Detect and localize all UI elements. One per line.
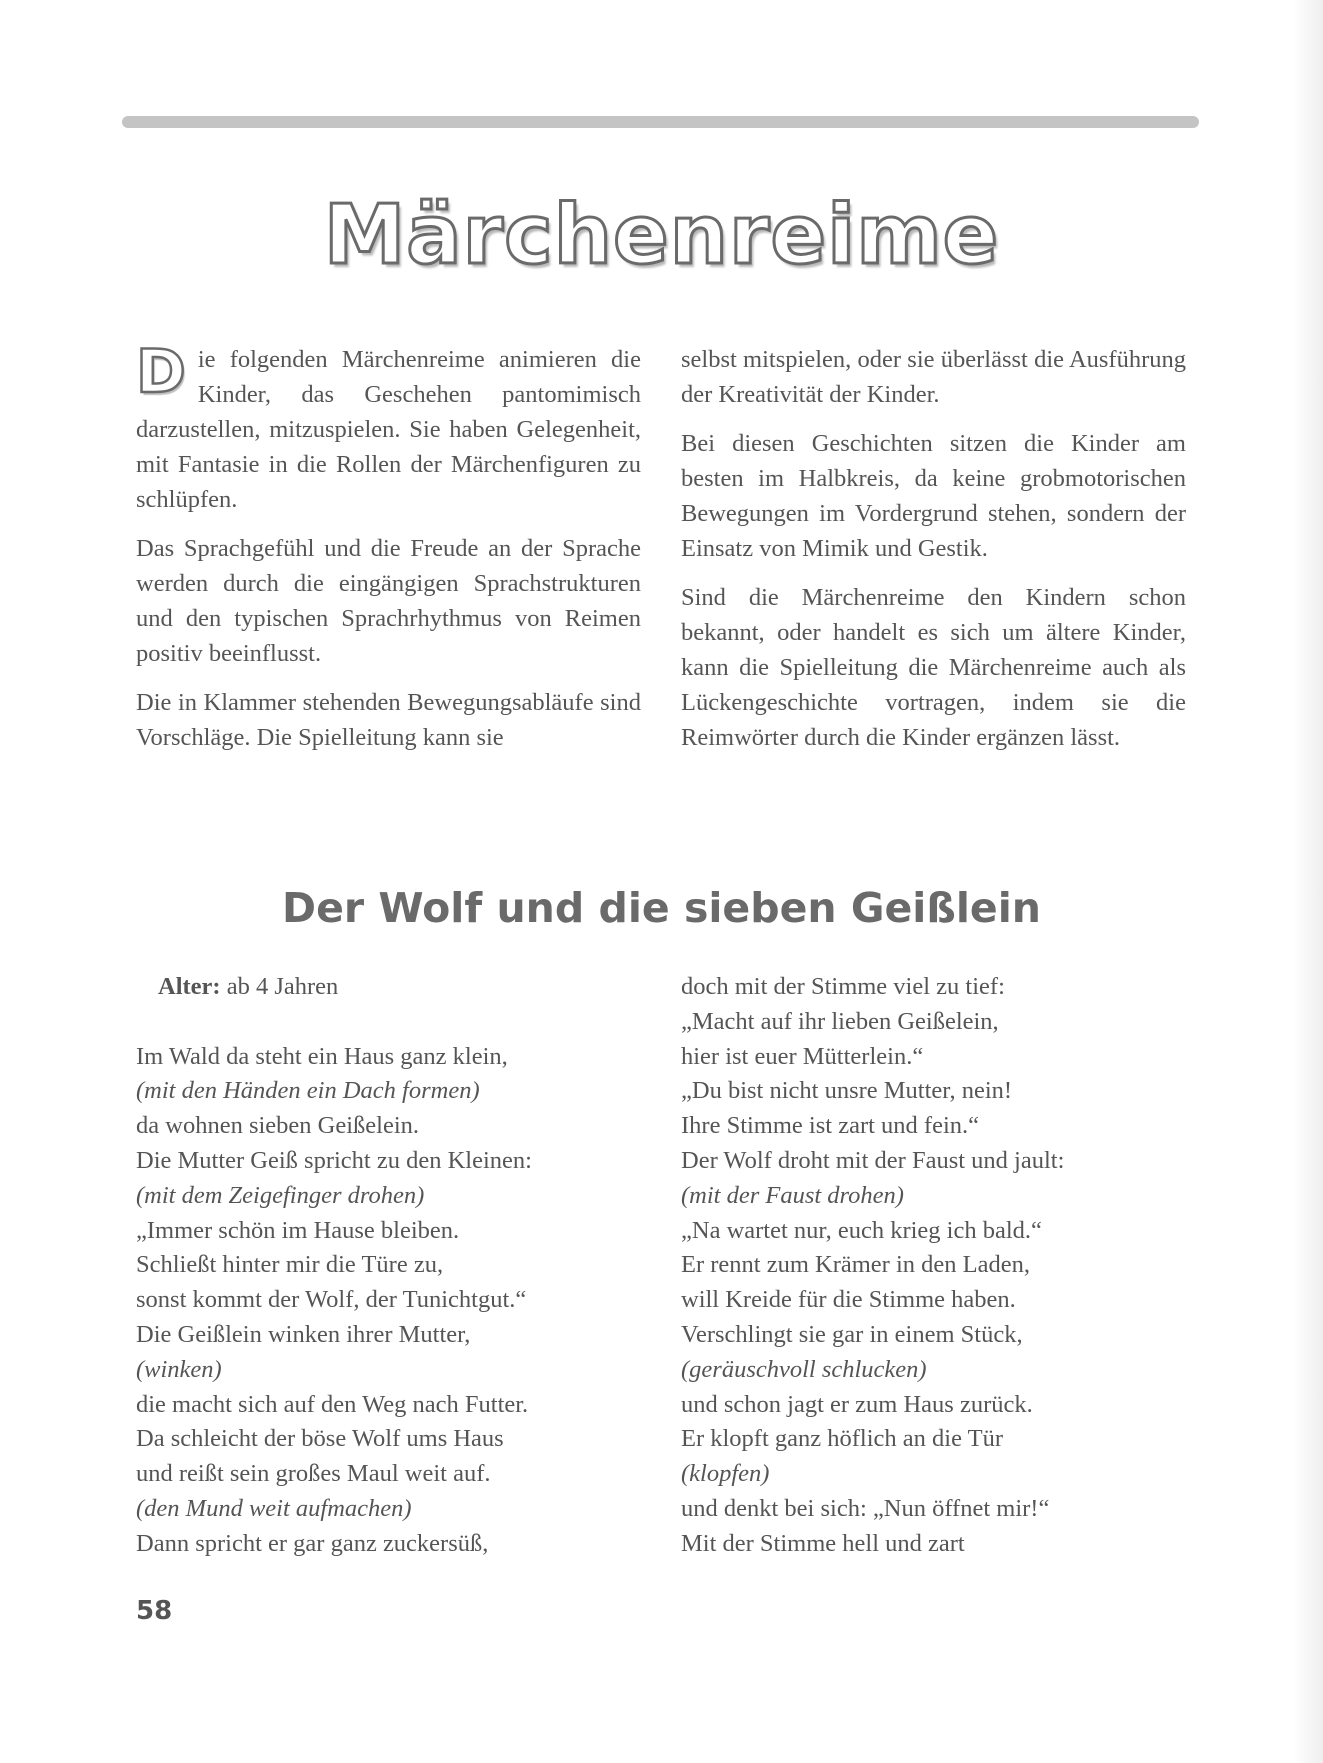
poem-line: da wohnen sieben Geißelein. [136, 1112, 420, 1140]
poem-line: hier ist euer Mütterlein.“ [681, 1042, 924, 1070]
stage-direction: (geräuschvoll schlucken) [681, 1355, 927, 1383]
poem-right-column [681, 970, 1221, 1562]
age-label: Alter: [158, 973, 221, 1000]
poem-line: Er klopft ganz höflich an die Tür [681, 1425, 1004, 1453]
intro-paragraph-3: Die in Klammer stehenden Bewegungsabläufe sind Vorschläge. Die Spielleitung kann sie [136, 689, 641, 751]
intro-paragraph-1-text: ie folgenden Märchenreime animieren die Kinder, das Geschehen pantomimisch darzustellen, mitzuspielen. Sie haben Gelegenheit, mit Fantasie in die Rollen der Märchenfiguren zu schlüpfen. [136, 346, 641, 513]
stanza-gap [136, 1005, 656, 1040]
intro-paragraph-2: Das Sprachgefühl und die Freude an der Sprache werden durch die eingängigen Sprachstrukturen und den typischen Sprachrhythmus von Reimen positiv beeinflusst. [136, 535, 641, 667]
poem-line: Ihre Stimme ist zart und fein.“ [681, 1112, 979, 1140]
intro-paragraph-1 [136, 337, 641, 517]
poem-line: sonst kommt der Wolf, der Tunichtgut.“ [136, 1286, 527, 1314]
poem-line: und reißt sein großes Maul weit auf. [136, 1460, 491, 1488]
poem-line: und denkt bei sich: „Nun öffnet mir!“ [681, 1494, 1050, 1522]
poem-line: Der Wolf droht mit der Faust und jault: [681, 1146, 1065, 1174]
poem-left-column [136, 970, 656, 1562]
stage-direction: (mit dem Zeigefinger drohen) [136, 1181, 425, 1209]
intro-paragraph-6: Sind die Märchenreime den Kindern schon bekannt, oder handelt es sich um ältere Kinder, kann die Spielleitung die Märchenreime auch als Lückengeschichte vortragen, indem sie die Reimwörter durch die Kinder ergänzen lässt. [681, 584, 1186, 751]
age-line [136, 970, 656, 1005]
age-value: ab 4 Jahren [226, 973, 339, 1000]
drop-cap: D [136, 337, 186, 407]
stage-direction: (mit den Händen ein Dach formen) [136, 1077, 480, 1105]
intro-right-column [681, 342, 1186, 769]
top-rule [122, 116, 1199, 128]
poem-line: Da schleicht der böse Wolf ums Haus [136, 1425, 504, 1453]
poem-line: Er rennt zum Krämer in den Laden, [681, 1251, 1030, 1279]
poem-line: Im Wald da steht ein Haus ganz klein, [136, 1042, 508, 1070]
poem-line: „Macht auf ihr lieben Geißelein, [681, 1007, 999, 1035]
poem-line: „Na wartet nur, euch krieg ich bald.“ [681, 1216, 1042, 1244]
stage-direction: (winken) [136, 1355, 222, 1383]
poem-line: Mit der Stimme hell und zart [681, 1529, 965, 1557]
poem-line: Schließt hinter mir die Türe zu, [136, 1251, 444, 1279]
stage-direction: (mit der Faust drohen) [681, 1181, 904, 1209]
intro-left-column [136, 337, 641, 755]
intro-paragraph-5: Bei diesen Geschichten sitzen die Kinder am besten im Halbkreis, da keine grobmotorischen Bewegungen im Vordergrund stehen, sondern der Einsatz von Mimik und Gestik. [681, 430, 1186, 562]
page-number: 58 [136, 1596, 173, 1626]
poem-line: Dann spricht er gar ganz zuckersüß, [136, 1529, 489, 1557]
poem-line: will Kreide für die Stimme haben. [681, 1286, 1016, 1314]
poem-line: Die Geißlein winken ihrer Mutter, [136, 1320, 471, 1348]
poem-line: doch mit der Stimme viel zu tief: [681, 973, 1005, 1000]
poem-line: „Du bist nicht unsre Mutter, nein! [681, 1077, 1013, 1105]
stage-direction: (klopfen) [681, 1460, 770, 1488]
poem-line: und schon jagt er zum Haus zurück. [681, 1390, 1033, 1418]
poem-line: „Immer schön im Hause bleiben. [136, 1216, 460, 1244]
stage-direction: (den Mund weit aufmachen) [136, 1494, 412, 1522]
section-title: Der Wolf und die sieben Geißlein [282, 884, 1041, 932]
poem-line: die macht sich auf den Weg nach Futter. [136, 1390, 529, 1418]
poem-line: Die Mutter Geiß spricht zu den Kleinen: [136, 1146, 532, 1174]
poem-line: Verschlingt sie gar in einem Stück, [681, 1320, 1023, 1348]
page-title: Märchenreime [323, 188, 1000, 283]
intro-paragraph-4: selbst mitspielen, oder sie überlässt die Ausführung der Kreativität der Kinder. [681, 346, 1186, 408]
